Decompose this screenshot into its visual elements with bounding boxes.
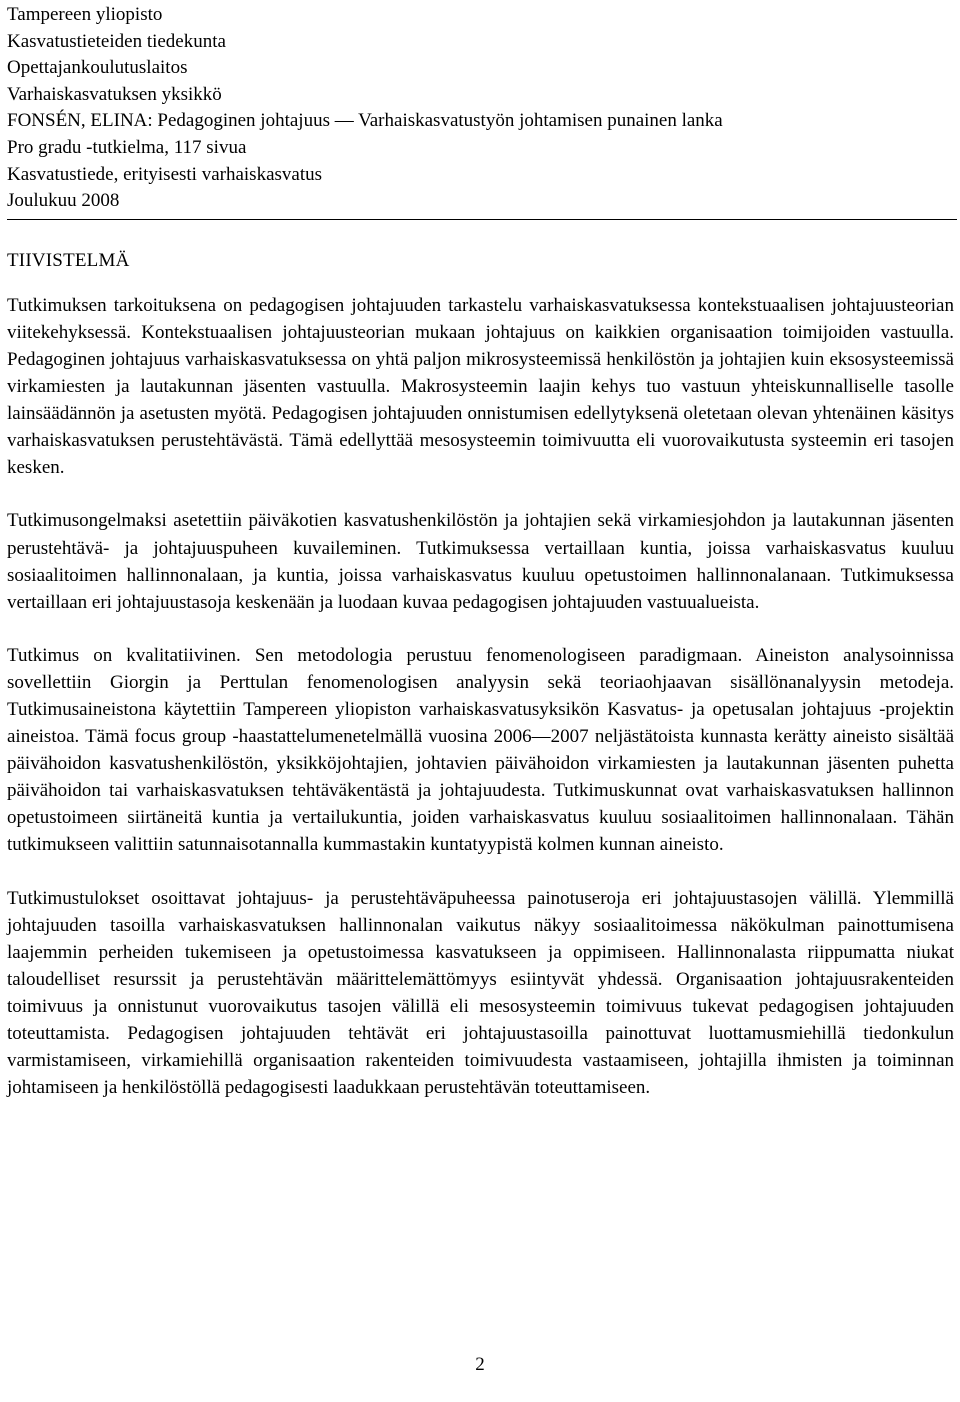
header-divider [7,219,957,220]
abstract-paragraph: Tutkimus on kvalitatiivinen. Sen metodologia perustuu fenomenologiseen paradigmaan. Aineiston analysoinnissa sovellettiin Giorgin ja Perttulan fenomenologisen analyysin sekä teoriaohjaavan sisällönanalyysin metodeja. Tutkimusaineistona käytettiin Tampereen yliopiston varhaiskasvatusyksikön Kasvatus- ja opetusalan johtajuus -projektin aineistoa. Tämä focus group -haastattelumenetelmällä vuosina 2006―2007 neljästätoista kunnasta kerätty aineisto sisältää päivähoidon kasvatushenkilöstön, yksikköjohtajien, johtavien päivähoidon virkamiesten ja lautakunnan jäsenten puhetta päivähoidon tai varhaiskasvatuksen tehtäväkentästä ja johtajuudesta. Tutkimuskunnat ovat varhaiskasvatuksen hallinnon opetustoimeen siirtäneitä kuntia ja vertailukuntia, joiden varhaiskasvatus kuuluu sosiaalitoimen hallinnonalaan. Tähän tutkimukseen valittiin satunnaisotannalla kummastakin kuntatyypistä kolmen kunnan aineisto. [7,644,954,856]
faculty-name: Kasvatustieteiden tiedekunta [7,30,226,52]
thesis-date: Joulukuu 2008 [7,190,120,212]
abstract-paragraph: Tutkimustulokset osoittavat johtajuus- ja perustehtäväpuheessa painotuseroja eri johtajuustasojen välillä. Ylemmillä johtajuuden tasoilla varhaiskasvatuksen hallinnonalan vaikutus näkyy sosiaalitoimessa näkökulman painottumisena laajemmin perheiden tukemiseen ja opetustoimessa kasvatukseen ja oppimiseen. Hallinnonalasta riippumatta niukat taloudelliset resurssit ja perustehtävän määrittelemättömyys esiintyvät yhdessä. Organisaation johtajuusrakenteiden toimivuus ja onnistunut vuorovaikutus tasojen välillä eli mesosysteemin toimivuus tukevat pedagogisen johtajuuden toteuttamista. Pedagogisen johtajuuden tehtävät eri johtajuustasoilla painottuvat luottamusmiehillä tiedonkulun varmistamiseen, virkamiehillä organisaation rakenteiden toimivuudesta vastaamiseen, johtajilla ihmisten ja toiminnan johtamiseen ja henkilöstöllä pedagogisesti laadukkaan perustehtävän toteuttamiseen. [7,887,954,1099]
page-number: 2 [475,1354,485,1375]
thesis-type: Pro gradu -tutkielma, 117 sivua [7,136,247,158]
unit-name: Varhaiskasvatuksen yksikkö [7,83,222,105]
author-and-title: FONSÉN, ELINA: Pedagoginen johtajuus ― Varhaiskasvatustyön johtamisen punainen lanka [7,110,723,132]
discipline: Kasvatustiede, erityisesti varhaiskasvatus [7,163,323,185]
department-name: Opettajankoulutuslaitos [7,57,188,79]
abstract-body [7,292,954,1102]
abstract-paragraph: Tutkimusongelmaksi asetettiin päiväkotien kasvatushenkilöstön ja johtajien sekä virkamiesjohdon ja lautakunnan jäsenten perustehtävä- ja johtajuuspuheen kuvaileminen. Tutkimuksessa vertaillaan kuntia, joissa varhaiskasvatus kuuluu sosiaalitoimen hallinnonalaan, ja kuntia, joissa varhaiskasvatus kuuluu opetustoimen hallinnonalanaan. Tutkimuksessa vertaillaan eri johtajuustasoja keskenään ja luodaan kuvaa pedagogisen johtajuuden vastuualueista. [7,510,954,613]
thesis-metadata [7,0,954,215]
abstract-paragraph: Tutkimuksen tarkoituksena on pedagogisen johtajuuden tarkastelu varhaiskasvatuksessa kontekstuaalisen johtajuusteorian viitekehyksessä. Kontekstuaalisen johtajuusteorian mukaan johtajuus on kaikkien organisaation toimijoiden vastuulla. Pedagoginen johtajuus varhaiskasvatuksessa on yhtä paljon mikrosysteemissä henkilöstön ja johtajien kuin eksosysteemissä virkamiesten ja lautakunnan jäsenten vastuulla. Makrosysteemin laajin kehys tuo vastuun yhteiskunnalliselle tasolle lainsäädännön ja asetusten myötä. Pedagogisen johtajuuden onnistumisen edellytyksenä oletetaan olevan yhtenäinen käsitys varhaiskasvatuksen perustehtävästä. Tämä edellyttää mesosysteemin toimivuutta eli vuorovaikutusta systeemin eri tasojen kesken. [7,294,954,479]
document-page [7,0,954,1127]
abstract-heading: TIIVISTELMÄ [7,249,130,271]
university-name: Tampereen yliopisto [7,4,163,25]
